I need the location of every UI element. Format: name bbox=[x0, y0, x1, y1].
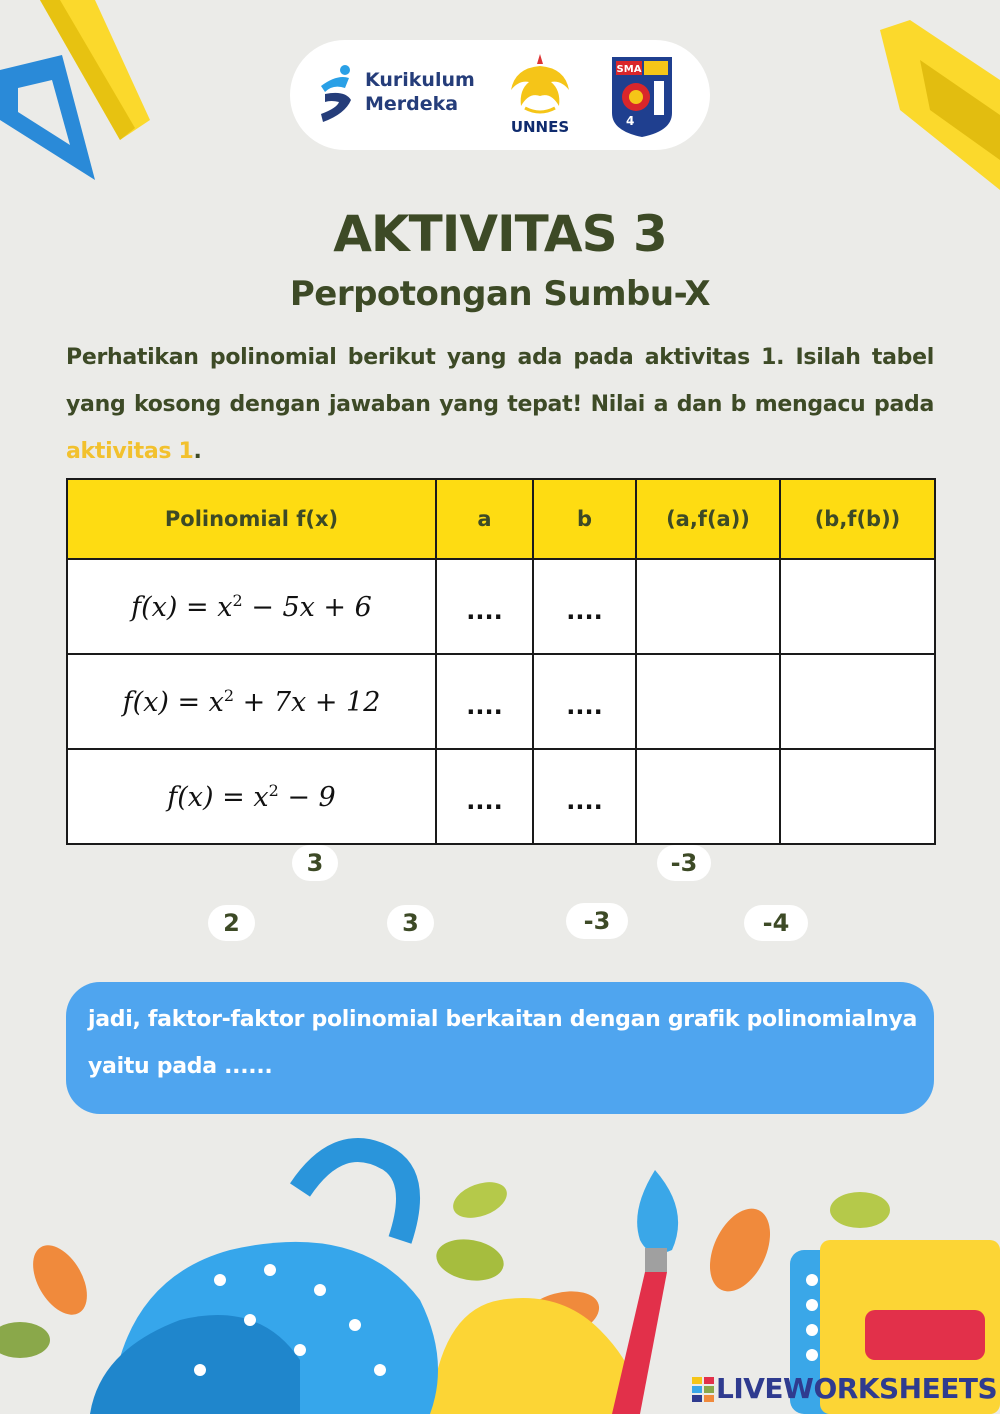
polynomial-formula bbox=[67, 749, 436, 844]
instructions-highlight: aktivitas 1 bbox=[66, 439, 194, 464]
table-row bbox=[67, 654, 935, 749]
instructions-end: . bbox=[193, 439, 202, 464]
table-row bbox=[67, 559, 935, 654]
page-title: AKTIVITAS 3 bbox=[333, 205, 667, 263]
answer-cell-point-b[interactable] bbox=[780, 654, 935, 749]
answer-cell-b[interactable]: .... bbox=[533, 749, 636, 844]
formula-lhs: f(x) = x bbox=[122, 686, 224, 718]
liveworksheets-watermark[interactable] bbox=[692, 1372, 997, 1408]
answer-chip[interactable]: -3 bbox=[657, 845, 711, 881]
header-point-b: (b,f(b)) bbox=[780, 479, 935, 559]
header-point-a: (a,f(a)) bbox=[636, 479, 780, 559]
answer-cell-point-a[interactable] bbox=[636, 654, 780, 749]
polynomial-formula bbox=[67, 559, 436, 654]
formula-lhs: f(x) = x bbox=[167, 781, 269, 813]
answer-cell-a[interactable]: .... bbox=[436, 749, 533, 844]
answer-cell-point-a[interactable] bbox=[636, 559, 780, 654]
kurikulum-merdeka-logo bbox=[315, 64, 485, 124]
answer-chip[interactable]: -4 bbox=[744, 905, 808, 941]
kurikulum-text: Kurikulum bbox=[365, 69, 475, 91]
svg-text:4: 4 bbox=[626, 114, 635, 128]
watermark-text: LIVEWORKSHEETS bbox=[716, 1372, 998, 1405]
answer-chip[interactable]: -3 bbox=[566, 903, 628, 939]
header-b: b bbox=[533, 479, 636, 559]
logo-header bbox=[290, 40, 710, 150]
table-row bbox=[67, 749, 935, 844]
merdeka-text: Merdeka bbox=[365, 93, 459, 115]
answer-cell-b[interactable]: .... bbox=[533, 654, 636, 749]
formula-exponent: 2 bbox=[268, 780, 279, 800]
conclusion-box bbox=[66, 982, 934, 1114]
conclusion-text[interactable]: jadi, faktor-faktor polinomial berkaitan dengan grafik polinomialnya yaitu pada ...... bbox=[88, 1007, 918, 1079]
table-header-row bbox=[67, 479, 935, 559]
sma-emblem-text: SMA bbox=[616, 64, 642, 75]
unnes-logo bbox=[505, 50, 575, 142]
formula-rhs: + 7x + 12 bbox=[234, 686, 381, 718]
ruler-triangle-illustration bbox=[0, 0, 160, 190]
unnes-text: UNNES bbox=[510, 118, 570, 136]
answer-chip[interactable]: 3 bbox=[387, 905, 434, 941]
page-subtitle: Perpotongan Sumbu-X bbox=[289, 274, 711, 314]
formula-rhs: − 9 bbox=[278, 781, 336, 813]
answer-chip[interactable]: 2 bbox=[208, 905, 255, 941]
instructions-text bbox=[66, 334, 934, 475]
header-a: a bbox=[436, 479, 533, 559]
answer-cell-point-b[interactable] bbox=[780, 559, 935, 654]
sma-emblem bbox=[610, 55, 674, 139]
instructions-body: Perhatikan polinomial berikut yang ada pada aktivitas 1. Isilah tabel yang kosong dengan jawaban yang tepat! Nilai a dan b mengacu pada bbox=[66, 345, 934, 417]
header-polynomial: Polinomial f(x) bbox=[67, 479, 436, 559]
answer-chip[interactable]: 3 bbox=[292, 845, 338, 881]
answer-cell-b[interactable]: .... bbox=[533, 559, 636, 654]
polynomial-formula bbox=[67, 654, 436, 749]
answer-cell-a[interactable]: .... bbox=[436, 654, 533, 749]
answer-cell-a[interactable]: .... bbox=[436, 559, 533, 654]
liveworksheets-logo-icon bbox=[692, 1377, 714, 1403]
formula-exponent: 2 bbox=[223, 685, 235, 705]
polynomial-table bbox=[66, 478, 936, 845]
formula-rhs: − 5x + 6 bbox=[242, 591, 372, 623]
answer-cell-point-a[interactable] bbox=[636, 749, 780, 844]
formula-exponent: 2 bbox=[232, 590, 243, 610]
formula-lhs: f(x) = x bbox=[131, 591, 233, 623]
highlighter-illustration bbox=[860, 20, 1000, 210]
answer-cell-point-b[interactable] bbox=[780, 749, 935, 844]
